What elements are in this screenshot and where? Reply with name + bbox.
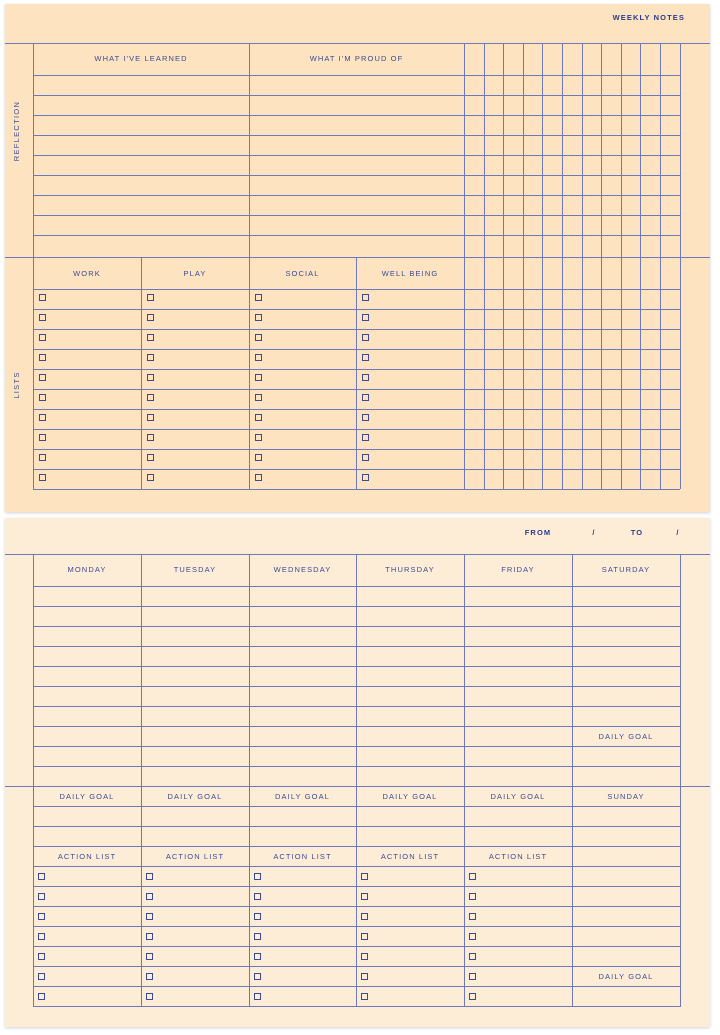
habit-grid-line (484, 43, 485, 489)
rule-line (33, 846, 680, 847)
checkbox[interactable] (362, 294, 369, 301)
checkbox[interactable] (469, 873, 476, 880)
rule-line (33, 235, 680, 236)
checkbox[interactable] (254, 913, 261, 920)
checkbox[interactable] (362, 474, 369, 481)
day-divider (141, 554, 142, 1007)
friday-daily-goal: DAILY GOAL (490, 792, 546, 801)
section-divider (5, 257, 710, 258)
thursday-action-list: ACTION LIST (380, 852, 440, 861)
habit-grid-line (542, 43, 543, 489)
rule-line (33, 95, 680, 96)
checkbox[interactable] (361, 873, 368, 880)
checkbox[interactable] (38, 933, 45, 940)
weekly-planner-sheet (5, 518, 710, 1027)
day-divider (249, 554, 250, 1007)
checkbox[interactable] (362, 354, 369, 361)
rule-line (33, 215, 680, 216)
friday-action-list: ACTION LIST (488, 852, 548, 861)
checkbox[interactable] (361, 993, 368, 1000)
checkbox[interactable] (255, 374, 262, 381)
checkbox[interactable] (255, 394, 262, 401)
checkbox[interactable] (362, 334, 369, 341)
checkbox[interactable] (38, 993, 45, 1000)
checkbox[interactable] (39, 314, 46, 321)
checkbox[interactable] (39, 334, 46, 341)
checkbox[interactable] (255, 434, 262, 441)
checkbox[interactable] (146, 873, 153, 880)
checkbox[interactable] (39, 294, 46, 301)
rule-line (33, 906, 680, 907)
rule-line (33, 626, 680, 627)
thursday-daily-goal: DAILY GOAL (382, 792, 438, 801)
play-header: PLAY (183, 269, 207, 278)
habit-grid-line (582, 43, 583, 489)
checkbox[interactable] (362, 434, 369, 441)
tuesday-daily-goal: DAILY GOAL (167, 792, 223, 801)
rule-line (33, 369, 680, 370)
checkbox[interactable] (38, 873, 45, 880)
rule-line (33, 135, 680, 136)
friday-header: FRIDAY (501, 565, 535, 574)
from-label: FROM (524, 528, 552, 537)
rule-line (33, 646, 680, 647)
rule-line (33, 349, 680, 350)
checkbox[interactable] (255, 474, 262, 481)
checkbox[interactable] (255, 414, 262, 421)
rule-line (33, 606, 680, 607)
learned-header: WHAT I'VE LEARNED (94, 54, 188, 63)
rule-line (33, 966, 680, 967)
rule-line (33, 666, 680, 667)
sunday-header: SUNDAY (607, 792, 645, 801)
wednesday-daily-goal: DAILY GOAL (275, 792, 330, 801)
rule-line (33, 866, 680, 867)
checkbox[interactable] (39, 414, 46, 421)
checkbox[interactable] (38, 953, 45, 960)
checkbox[interactable] (254, 873, 261, 880)
rule-line (33, 806, 680, 807)
checkbox[interactable] (361, 893, 368, 900)
to-label: TO (630, 528, 644, 537)
header-rule (33, 289, 680, 290)
checkbox[interactable] (39, 394, 46, 401)
day-divider (356, 554, 357, 1007)
checkbox[interactable] (146, 953, 153, 960)
checkbox[interactable] (39, 474, 46, 481)
checkbox[interactable] (147, 454, 154, 461)
from-slash: / (592, 528, 596, 537)
checkbox[interactable] (255, 314, 262, 321)
checkbox[interactable] (146, 933, 153, 940)
rule-line (33, 886, 680, 887)
checkbox[interactable] (254, 953, 261, 960)
checkbox[interactable] (469, 993, 476, 1000)
checkbox[interactable] (469, 893, 476, 900)
checkbox[interactable] (255, 294, 262, 301)
rule-line (33, 766, 680, 767)
top-rule (5, 554, 710, 555)
checkbox[interactable] (469, 933, 476, 940)
monday-header: MONDAY (67, 565, 107, 574)
checkbox[interactable] (361, 973, 368, 980)
rule-line (33, 469, 680, 470)
checkbox[interactable] (38, 973, 45, 980)
habit-grid-line (621, 43, 622, 489)
habit-grid-line (503, 43, 504, 489)
habit-grid-line (660, 43, 661, 489)
checkbox[interactable] (254, 993, 261, 1000)
rule-line (33, 155, 680, 156)
bottom-rule (33, 489, 680, 490)
habit-grid-line (523, 43, 524, 489)
header-rule (33, 586, 680, 587)
rule-line (33, 946, 680, 947)
rule-line (33, 329, 680, 330)
left-border (33, 554, 34, 1007)
rule-line (33, 115, 680, 116)
rule-line (33, 429, 680, 430)
checkbox[interactable] (147, 314, 154, 321)
checkbox[interactable] (147, 294, 154, 301)
checkbox[interactable] (39, 354, 46, 361)
day-divider (464, 554, 465, 1007)
saturday-daily-goal: DAILY GOAL (598, 732, 654, 741)
rule-line (33, 986, 680, 987)
left-border (33, 43, 34, 489)
checkbox[interactable] (469, 953, 476, 960)
checkbox[interactable] (147, 394, 154, 401)
header-rule (33, 75, 680, 76)
wednesday-header: WEDNESDAY (273, 565, 332, 574)
rule-line (33, 175, 680, 176)
monday-action-list: ACTION LIST (57, 852, 117, 861)
checkbox[interactable] (146, 973, 153, 980)
checkbox[interactable] (147, 434, 154, 441)
rule-line (33, 1006, 680, 1007)
list-divider (141, 257, 142, 489)
checkbox[interactable] (254, 893, 261, 900)
checkbox[interactable] (38, 893, 45, 900)
rule-line (33, 449, 680, 450)
to-slash: / (676, 528, 680, 537)
reflection-side-label: REFLECTION (12, 100, 21, 162)
checkbox[interactable] (146, 993, 153, 1000)
checkbox[interactable] (39, 434, 46, 441)
checkbox[interactable] (146, 913, 153, 920)
sunday-daily-goal: DAILY GOAL (598, 972, 654, 981)
checkbox[interactable] (255, 334, 262, 341)
rule-line (33, 195, 680, 196)
checkbox[interactable] (255, 354, 262, 361)
work-header: WORK (73, 269, 101, 278)
right-border (680, 43, 681, 489)
rule-line (33, 746, 680, 747)
top-rule (5, 43, 710, 44)
checkbox[interactable] (147, 374, 154, 381)
tuesday-action-list: ACTION LIST (165, 852, 225, 861)
checkbox[interactable] (254, 973, 261, 980)
checkbox[interactable] (147, 474, 154, 481)
list-divider (356, 257, 357, 489)
habit-grid-line (562, 43, 563, 489)
thursday-header: THURSDAY (385, 565, 435, 574)
checkbox[interactable] (362, 374, 369, 381)
habit-grid-line (640, 43, 641, 489)
rule-line (33, 726, 680, 727)
section-divider (5, 786, 710, 787)
social-header: SOCIAL (285, 269, 320, 278)
checkbox[interactable] (39, 454, 46, 461)
checkbox[interactable] (147, 334, 154, 341)
wednesday-action-list: ACTION LIST (273, 852, 332, 861)
day-divider (572, 554, 573, 1007)
checkbox[interactable] (361, 933, 368, 940)
checkbox[interactable] (39, 374, 46, 381)
lists-side-label: LISTS (12, 371, 21, 399)
weekly-notes-sheet (5, 4, 710, 512)
well-being-header: WELL BEING (381, 269, 439, 278)
checkbox[interactable] (362, 314, 369, 321)
monday-daily-goal: DAILY GOAL (59, 792, 115, 801)
rule-line (33, 309, 680, 310)
habit-grid-divider (464, 43, 465, 489)
checkbox[interactable] (147, 354, 154, 361)
checkbox[interactable] (147, 414, 154, 421)
rule-line (33, 926, 680, 927)
sheet-title: WEEKLY NOTES (612, 13, 685, 22)
rule-line (33, 389, 680, 390)
rule-line (33, 826, 680, 827)
list-divider (249, 257, 250, 489)
rule-line (33, 686, 680, 687)
tuesday-header: TUESDAY (173, 565, 217, 574)
checkbox[interactable] (469, 913, 476, 920)
checkbox[interactable] (362, 414, 369, 421)
checkbox[interactable] (469, 973, 476, 980)
proud-header: WHAT I'M PROUD OF (309, 54, 404, 63)
rule-line (33, 409, 680, 410)
right-border (680, 554, 681, 1007)
checkbox[interactable] (361, 953, 368, 960)
checkbox[interactable] (254, 933, 261, 940)
saturday-header: SATURDAY (601, 565, 651, 574)
habit-grid-line (601, 43, 602, 489)
checkbox[interactable] (361, 913, 368, 920)
checkbox[interactable] (362, 454, 369, 461)
checkbox[interactable] (362, 394, 369, 401)
rule-line (33, 706, 680, 707)
checkbox[interactable] (255, 454, 262, 461)
checkbox[interactable] (146, 893, 153, 900)
checkbox[interactable] (38, 913, 45, 920)
